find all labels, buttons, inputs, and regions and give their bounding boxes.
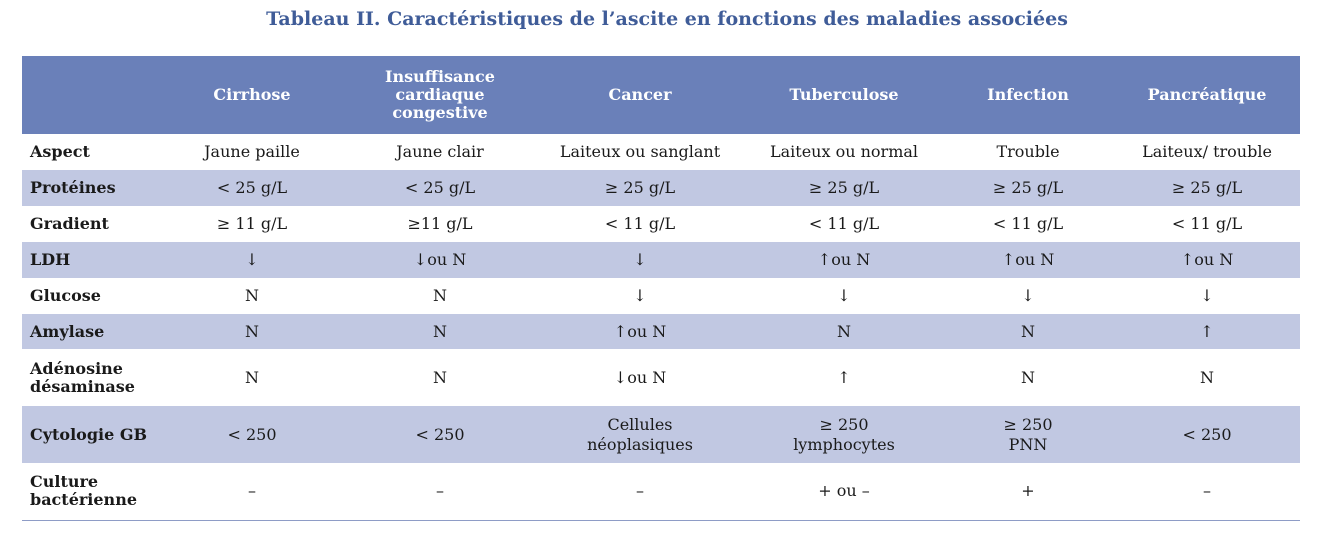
table-cell: ↑ — [1200, 321, 1214, 341]
header-cell-corner — [22, 56, 158, 134]
table-cell: Laiteux ou sanglant — [559, 142, 721, 161]
table-cell: < 25 g/L — [404, 178, 476, 197]
table-cell: < 11 g/L — [604, 214, 676, 233]
header-insuffisance: Insuffisance cardiaque congestive — [385, 67, 495, 122]
table-cell: Laiteux ou normal — [769, 142, 919, 161]
row-label: Adénosine désaminase — [30, 358, 135, 396]
table-row — [22, 349, 1300, 406]
table-cell: ≥ 25 g/L — [604, 178, 676, 197]
table-cell: ↓ — [1200, 286, 1214, 305]
table-row — [22, 170, 1300, 206]
table-cell: ≥11 g/L — [407, 214, 473, 233]
row-label: Protéines — [30, 178, 116, 197]
table-cell: N — [1021, 321, 1035, 341]
table-row — [22, 278, 1300, 314]
table-cell: ↑ou N — [817, 250, 871, 269]
table-cell: < 11 g/L — [992, 214, 1064, 233]
table-row — [22, 242, 1300, 278]
table-cell: ↓ — [245, 250, 259, 269]
table-cell: – — [1203, 481, 1211, 501]
table-cell: N — [1021, 367, 1035, 387]
table-cell: ≥ 11 g/L — [216, 214, 288, 233]
row-label: Gradient — [30, 214, 109, 233]
table-row — [22, 314, 1300, 349]
table-cell: + — [1021, 481, 1035, 501]
table-cell: < 11 g/L — [1171, 214, 1243, 233]
row-label: Glucose — [30, 286, 101, 305]
table-cell: N — [245, 321, 259, 341]
row-label: Amylase — [30, 321, 105, 341]
table-cell: ≥ 250 PNN — [1003, 414, 1053, 454]
header-row — [22, 56, 1300, 134]
row-label: Cytologie GB — [30, 424, 148, 444]
table-cell: N — [433, 321, 447, 341]
table-cell: ↓ — [633, 286, 647, 305]
header-cirrhose: Cirrhose — [213, 85, 291, 104]
table-cell: < 250 — [415, 424, 465, 444]
table-cell: N — [245, 286, 259, 305]
ascites-table — [22, 56, 1300, 521]
table-cell: N — [1200, 367, 1214, 387]
table-cell: ↓ — [1021, 286, 1035, 305]
table-cell: ≥ 250 lymphocytes — [793, 414, 895, 454]
table-row — [22, 134, 1300, 170]
table-row — [22, 463, 1300, 520]
table-cell: Jaune paille — [204, 142, 300, 161]
header-tuberculose: Tuberculose — [789, 85, 899, 104]
table-cell: ↓ — [837, 286, 851, 305]
table-cell: Jaune clair — [396, 142, 484, 161]
table-cell: N — [433, 286, 447, 305]
table-cell: ↑ou N — [1001, 250, 1055, 269]
table-row — [22, 406, 1300, 463]
table-cell: ↑ — [837, 367, 851, 387]
row-label: Aspect — [30, 142, 90, 161]
table-cell: < 250 — [1182, 424, 1232, 444]
table-cell: ≥ 25 g/L — [992, 178, 1064, 197]
table-cell: ↑ou N — [1180, 250, 1234, 269]
table-cell: Cellules néoplasiques — [587, 414, 693, 454]
table-cell: + ou – — [818, 481, 870, 501]
table-cell: < 11 g/L — [808, 214, 880, 233]
table-row — [22, 206, 1300, 242]
table-cell: N — [433, 367, 447, 387]
row-label: Culture bactérienne — [30, 472, 137, 510]
table-cell: < 250 — [227, 424, 277, 444]
table-cell: – — [436, 481, 444, 501]
table-cell: ≥ 25 g/L — [1171, 178, 1243, 197]
table-title: Tableau II. Caractéristiques de l’ascite en fonctions des maladies associées — [266, 8, 1068, 30]
table-cell: N — [837, 321, 851, 341]
table-cell: Trouble — [996, 142, 1060, 161]
table-cell: N — [245, 367, 259, 387]
row-label: LDH — [30, 250, 71, 269]
table-cell: ↓ou N — [413, 250, 467, 269]
header-infection: Infection — [987, 85, 1069, 104]
table-cell: ↓ou N — [613, 367, 667, 387]
table-cell: ≥ 25 g/L — [808, 178, 880, 197]
table-cell: – — [636, 481, 644, 501]
header-pancreatique: Pancréatique — [1147, 85, 1267, 104]
table-cell: – — [248, 481, 256, 501]
table-cell: Laiteux/ trouble — [1142, 142, 1272, 161]
table-cell: ↑ou N — [613, 321, 667, 341]
table-cell: ↓ — [633, 250, 647, 269]
table-cell: < 25 g/L — [216, 178, 288, 197]
header-cancer: Cancer — [608, 85, 672, 104]
